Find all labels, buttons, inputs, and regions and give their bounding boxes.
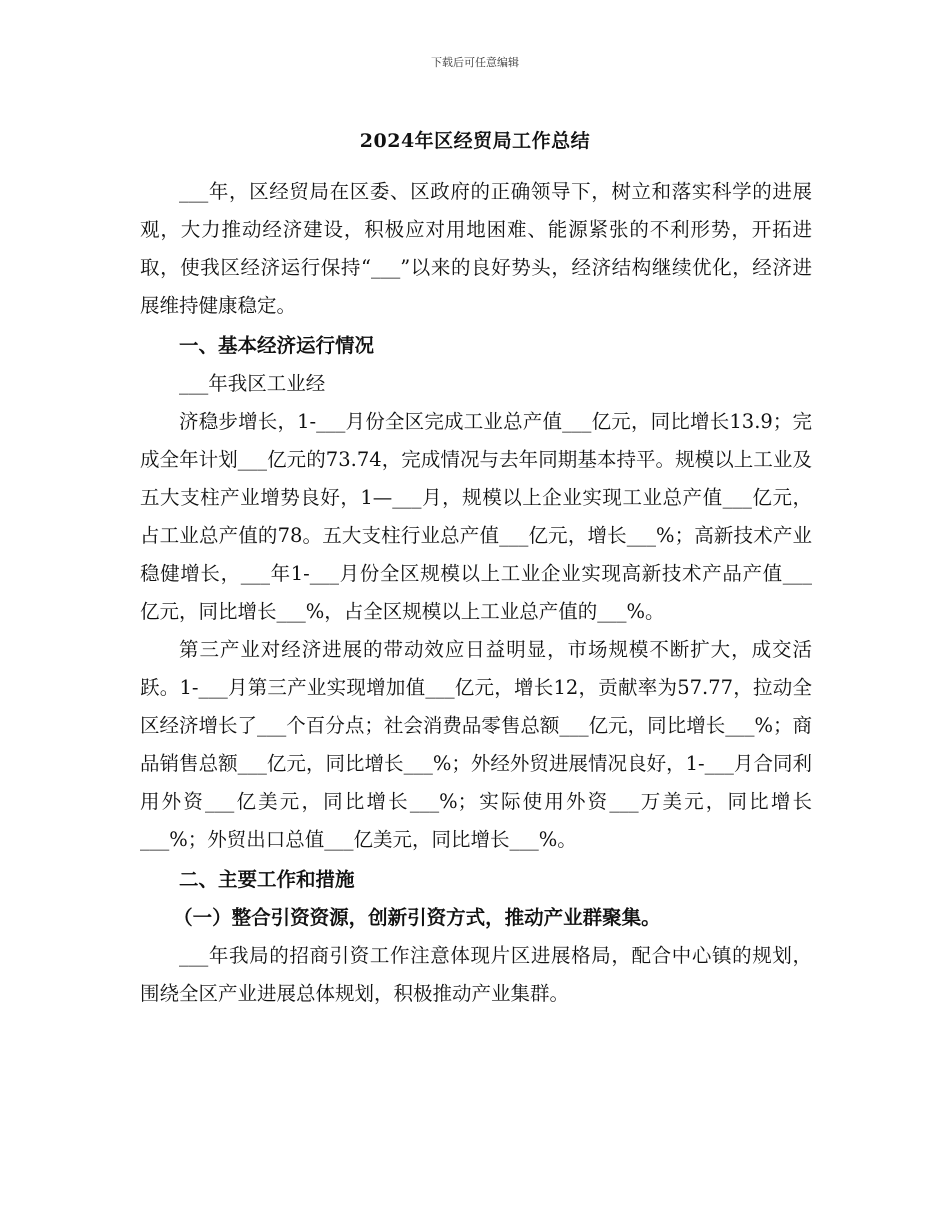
industry-paragraph: 济稳步增长，1-___月份全区完成工业总产值___亿元，同比增长13.9；完成全年计划___亿元的73.74，完成情况与去年同期基本持平。规模以上工业及五大支柱产业增势良好，1—___月，规模以上企业实现工业总产值___亿元，占工业总产值的78。五大支柱行业总产值___亿元，增长___%；高新技术产业稳健增长，___年1-___月份全区规模以上工业企业实现高新技术产品产值___亿元，同比增长___%，占全区规模以上工业总产值的___%。: [140, 410, 812, 623]
intro-paragraph: ___年，区经贸局在区委、区政府的正确领导下，树立和落实科学的进展观，大力推动经济建设，积极应对用地困难、能源紧张的不利形势，开拓进取，使我区经济运行保持“___”以来的良好势头，经济结构继续优化，经济进展维持健康稳定。: [140, 180, 812, 317]
industry-intro-paragraph: ___年我区工业经: [179, 372, 326, 395]
section-1-heading: 一、基本经济运行情况: [179, 334, 375, 357]
document-body: [140, 173, 812, 1013]
subsection-1-heading: （一）整合引资资源，创新引资方式，推动产业群聚集。: [173, 906, 661, 929]
section-2-heading: 二、主要工作和措施: [179, 868, 355, 891]
header-note: 下载后可任意编辑: [431, 56, 519, 69]
document-title: 2024年区经贸局工作总结: [359, 130, 591, 152]
investment-paragraph: ___年我局的招商引资工作注意体现片区进展格局，配合中心镇的规划，围绕全区产业进展总体规划，积极推动产业集群。: [140, 944, 812, 1005]
tertiary-paragraph: 第三产业对经济进展的带动效应日益明显，市场规模不断扩大，成交活跃。1-___月第三产业实现增加值___亿元，增长12，贡献率为57.77，拉动全区经济增长了___个百分点；社会消费品零售总额___亿元，同比增长___%；商品销售总额___亿元，同比增长___%；外经外贸进展情况良好，1-___月合同利用外资___亿美元，同比增长___%；实际使用外资___万美元，同比增长___%；外贸出口总值___亿美元，同比增长___%。: [140, 638, 812, 851]
